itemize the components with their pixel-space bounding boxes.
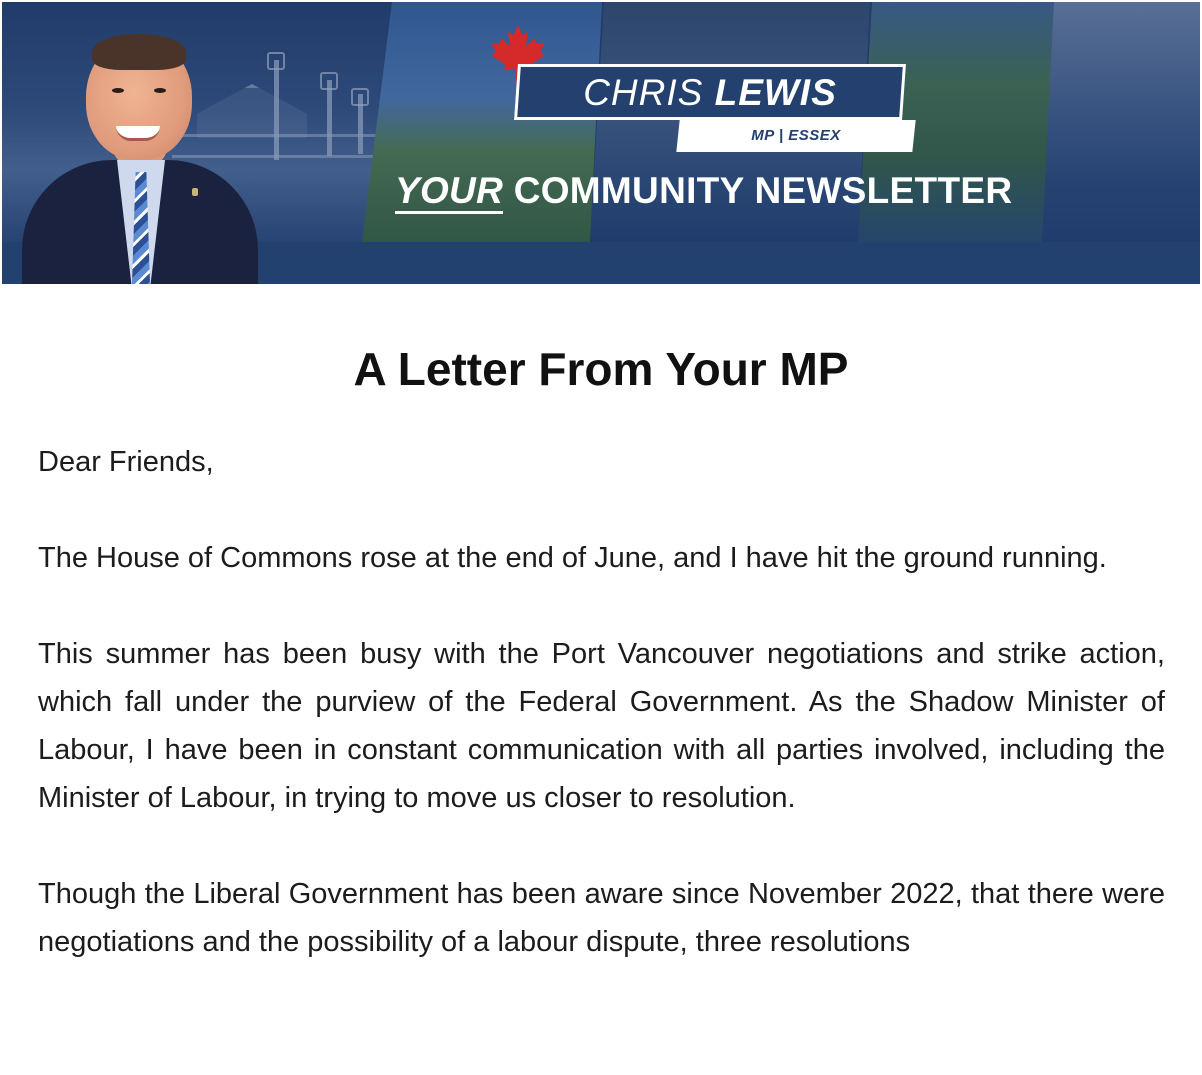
- letter-title: A Letter From Your MP: [353, 343, 849, 395]
- letter-body: [38, 438, 1165, 1014]
- tagline-your: YOUR: [395, 171, 503, 214]
- tagline-rest: COMMUNITY NEWSLETTER: [513, 170, 1013, 211]
- mp-portrait: [12, 22, 262, 284]
- mp-name: [516, 68, 904, 118]
- newsletter-banner: [2, 2, 1200, 284]
- portrait-eye: [154, 88, 166, 93]
- mp-last-name: LEWIS: [714, 72, 837, 113]
- letter-paragraph: This summer has been busy with the Port Vancouver negotiations and strike action, which fall under the purview of the Federal Government. As the Shadow Minister of Labour, I have been in constant communication with all parties involved, including the Minister of Labour, in trying to move us closer to resolution.: [38, 638, 1165, 814]
- riding-label: MP | ESSEX: [751, 127, 841, 144]
- newsletter-tagline: [395, 170, 1012, 214]
- letter-paragraph: The House of Commons rose at the end of June, and I have hit the ground running.: [38, 542, 1107, 574]
- letter-salutation: Dear Friends,: [38, 446, 214, 478]
- mp-first-name: CHRIS: [583, 72, 704, 113]
- portrait-hair: [92, 34, 186, 70]
- letter-paragraph: Though the Liberal Government has been aware since November 2022, that there were negotiations and the possibility of a labour dispute, three resolutions: [38, 878, 1165, 958]
- lapel-pin: [192, 188, 198, 196]
- portrait-eye: [112, 88, 124, 93]
